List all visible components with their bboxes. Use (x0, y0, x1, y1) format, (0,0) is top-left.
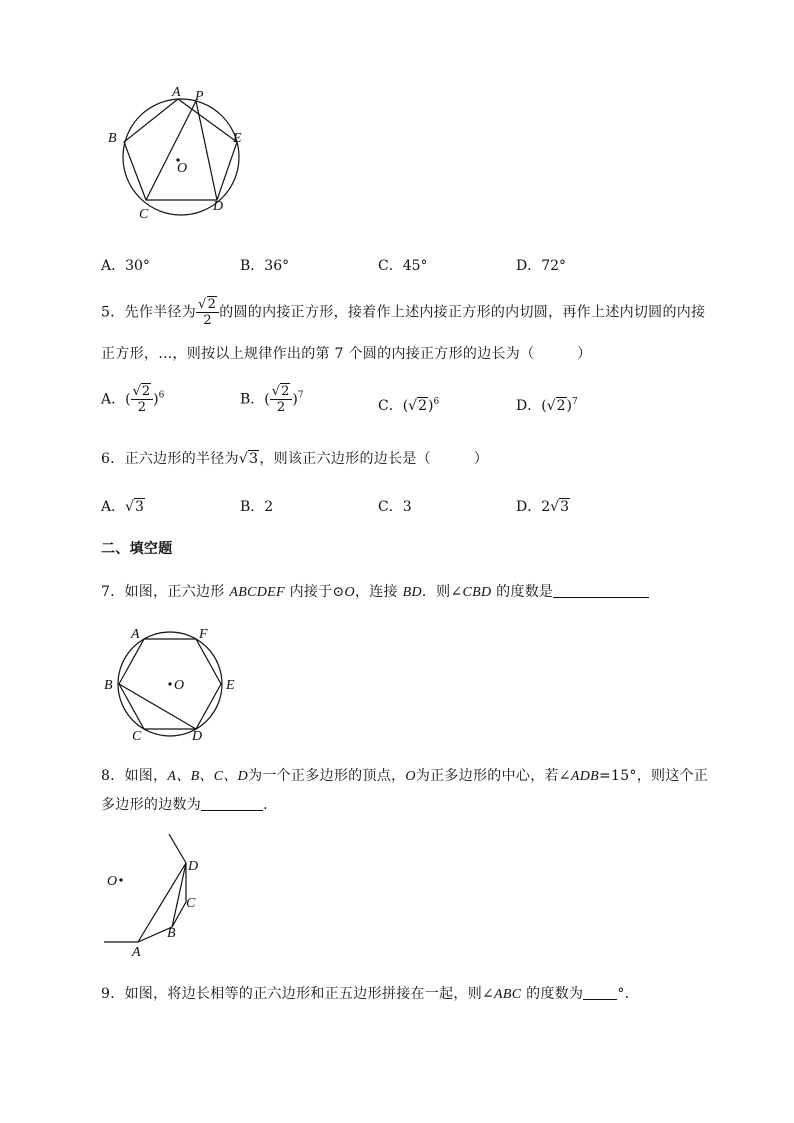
q8-label-a: A (132, 945, 141, 960)
q4-label-a: A (172, 85, 181, 100)
q4-option-d: D．72° (516, 258, 567, 274)
q7-label-b: B (104, 678, 113, 693)
q7-question: 7．如图，正六边形 ABCDEF 内接于⊙O，连接 BD．则∠CBD 的度数是 (101, 581, 649, 601)
q9-answer-blank[interactable] (583, 985, 617, 1000)
q5-option-c: C．$(√2)^6$ (378, 397, 440, 414)
q7-answer-blank[interactable] (553, 583, 649, 598)
q4-label-d: D (213, 199, 224, 214)
q6-question: 6．正六边形的半径为√3，则该正六边形的边长是（ ） (101, 451, 489, 467)
q5-option-d: D．$(√2)^7$ (516, 397, 578, 414)
section-title: 二、填空题 (101, 541, 173, 557)
q8-label-b: B (167, 926, 176, 941)
q9-question: 9．如图，将边长相等的正六边形和正五边形拼接在一起，则∠ABC 的度数为 °． (101, 986, 639, 1002)
q8-center-dot (119, 878, 122, 881)
q4-option-a: A．30° (101, 258, 150, 274)
q4-option-c: C．45° (378, 258, 428, 274)
q6-option-c: C．3 (378, 499, 412, 515)
q4-option-b: B．36° (240, 258, 290, 274)
q5-text-after: 的圆的内接正方形，接着作上述内接正方形的内切圆，再作上述内切圆的内接 (219, 304, 706, 321)
q7-label-f: F (199, 627, 208, 642)
q8-segment-bd (172, 863, 186, 927)
q7-label-o: O (174, 678, 185, 693)
q8-answer-blank[interactable] (201, 796, 263, 811)
q5-radius-fraction: $\frac{√2}{2}$ (196, 298, 219, 327)
q7-center-dot (168, 682, 171, 685)
q5-line-1 (101, 298, 705, 327)
q8-label-c: C (186, 896, 196, 911)
q4-circle (123, 99, 239, 215)
q4-figure (100, 82, 260, 222)
q5-number: 5． (101, 304, 125, 321)
q4-label-p: P (195, 89, 204, 104)
q8-label-d: D (188, 859, 199, 874)
q7-segment-bd (119, 684, 196, 729)
q5-text-before: 先作半径为 (124, 304, 197, 321)
q4-label-o: O (177, 161, 188, 176)
q8-line-1: 8．如图，A、B、C、D为一个正多边形的顶点，O为正多边形的中心，若∠ADB=15°，则这个正 (101, 768, 709, 784)
q6-option-d: D．2√3 (516, 499, 569, 515)
q5-option-a: A．( $\frac{√2}{2}$ )$^6$ (101, 384, 165, 415)
q5-line-2: 正方形，…，则按以上规律作出的第 7 个圆的内接正方形的边长为（ ） (101, 346, 592, 362)
q5-radius-num: 2 (207, 297, 217, 312)
q4-label-c: C (139, 207, 149, 222)
q6-radius: 3 (249, 451, 259, 467)
q7-label-e: E (226, 678, 235, 693)
q4-segment-pd (196, 101, 217, 200)
q7-figure (100, 622, 245, 747)
q7-label-d: D (192, 729, 203, 744)
q6-option-b: B．2 (240, 499, 274, 515)
q8-segment-ad (138, 863, 186, 942)
q4-segment-pc (146, 101, 196, 200)
q8-line-2: 多边形的边数为 ． (101, 797, 278, 813)
q4-label-e: E (233, 131, 242, 146)
q4-label-b: B (108, 131, 117, 146)
q6-option-a: A．√3 (101, 499, 144, 515)
q5-option-b: B．( $\frac{√2}{2}$ )$^7$ (240, 384, 304, 415)
q7-label-c: C (132, 729, 142, 744)
q8-label-o: O (107, 874, 118, 889)
q7-label-a: A (131, 627, 140, 642)
q8-figure (100, 828, 210, 960)
q5-radius-den: 2 (203, 313, 212, 328)
